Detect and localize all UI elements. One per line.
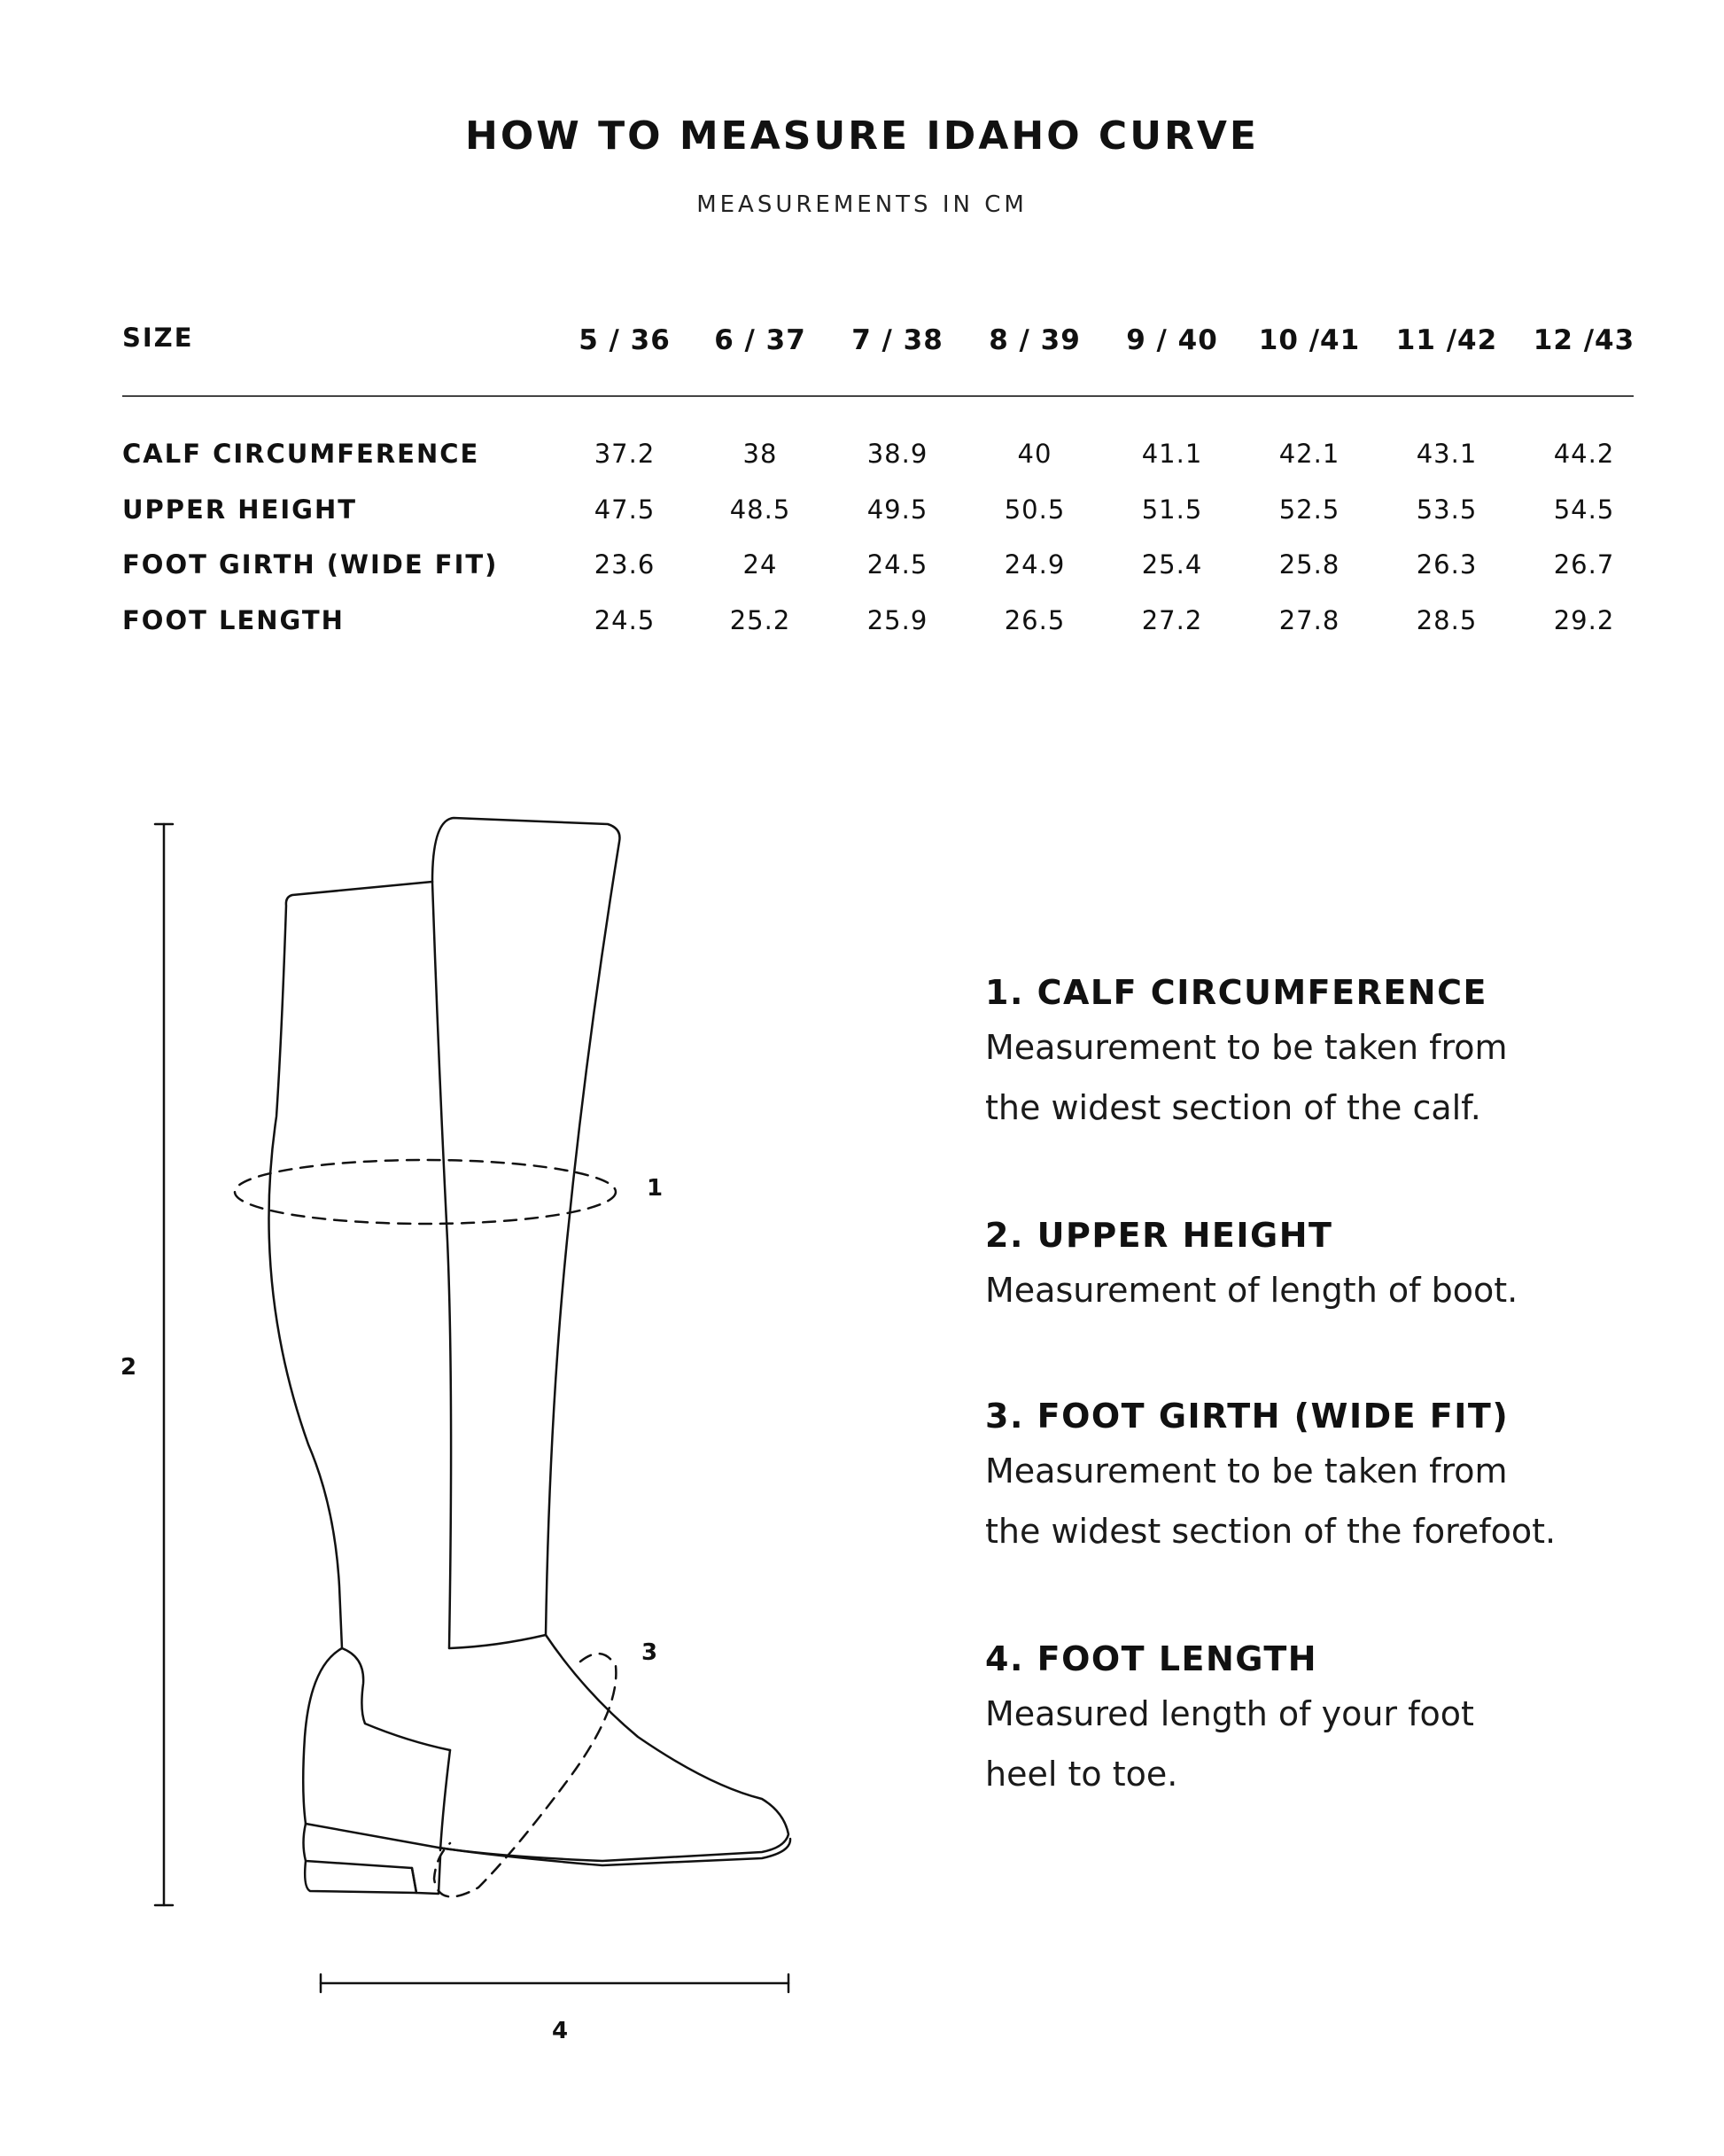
row-label: UPPER HEIGHT <box>122 494 358 525</box>
table-cell: 53.5 <box>1416 494 1478 525</box>
instruction-text: the widest section of the calf. <box>985 1088 1481 1127</box>
length-marker-label: 4 <box>552 2018 569 2044</box>
boot-side-seam <box>440 1750 450 1850</box>
boot-heel-counter <box>303 1648 342 1824</box>
boot-front-panel <box>432 818 619 1635</box>
instruction-calf <box>985 968 1676 1138</box>
size-column-header: 12 /43 <box>1533 324 1635 356</box>
table-cell: 48.5 <box>729 494 791 525</box>
table-cell: 23.6 <box>594 549 656 580</box>
girth-marker-label: 3 <box>641 1639 658 1666</box>
size-header-label: SIZE <box>122 323 194 353</box>
instruction-girth <box>985 1391 1676 1561</box>
table-cell: 27.2 <box>1141 604 1203 635</box>
table-cell: 51.5 <box>1141 494 1203 525</box>
table-cell: 47.5 <box>594 494 656 525</box>
calf-measure-ellipse <box>235 1160 616 1224</box>
size-column-header: 6 / 37 <box>714 324 806 356</box>
table-cell: 25.8 <box>1278 549 1340 580</box>
boot-vamp <box>439 1635 788 1861</box>
table-cell: 49.5 <box>866 494 928 525</box>
instruction-heading: 2. UPPER HEIGHT <box>985 1216 1333 1255</box>
table-cell: 37.2 <box>594 439 656 469</box>
table-cell: 26.5 <box>1004 604 1066 635</box>
table-cell: 25.9 <box>866 604 928 635</box>
size-column-header: 10 /41 <box>1258 324 1361 356</box>
size-column-header: 5 / 36 <box>579 324 671 356</box>
row-label: FOOT GIRTH (WIDE FIT) <box>122 549 499 580</box>
size-column-header: 7 / 38 <box>851 324 944 356</box>
table-cell: 54.5 <box>1553 494 1615 525</box>
row-label: CALF CIRCUMFERENCE <box>122 439 480 469</box>
table-cell: 26.3 <box>1416 549 1478 580</box>
table-cell: 44.2 <box>1553 439 1615 469</box>
table-cell: 24.9 <box>1004 549 1066 580</box>
instruction-text: Measurement to be taken from <box>985 1452 1508 1491</box>
table-cell: 42.1 <box>1278 439 1340 469</box>
table-cell: 25.4 <box>1141 549 1203 580</box>
table-cell: 43.1 <box>1416 439 1478 469</box>
instruction-text: Measured length of your foot <box>985 1694 1474 1733</box>
table-cell: 28.5 <box>1416 604 1478 635</box>
boot-heel-inner <box>342 1648 450 1750</box>
size-column-header: 9 / 40 <box>1126 324 1218 356</box>
height-measure-line <box>155 824 173 1905</box>
height-marker-label: 2 <box>120 1354 137 1381</box>
boot-heel-block <box>412 1856 440 1894</box>
table-cell: 50.5 <box>1004 494 1066 525</box>
instruction-text: Measurement of length of boot. <box>985 1271 1518 1310</box>
size-column-header: 11 /42 <box>1395 324 1498 356</box>
size-column-header: 8 / 39 <box>989 324 1081 356</box>
table-cell: 40 <box>1017 439 1052 469</box>
table-cell: 38 <box>742 439 778 469</box>
table-cell: 26.7 <box>1553 549 1615 580</box>
table-cell: 29.2 <box>1553 604 1615 635</box>
instruction-length <box>985 1634 1676 1804</box>
page-title: HOW TO MEASURE IDAHO CURVE <box>465 113 1259 159</box>
table-cell: 24.5 <box>866 549 928 580</box>
instruction-heading: 3. FOOT GIRTH (WIDE FIT) <box>985 1397 1510 1436</box>
table-cell: 25.2 <box>729 604 791 635</box>
table-cell: 24 <box>742 549 778 580</box>
boot-back-panel <box>268 882 432 1648</box>
length-measure-line <box>321 1974 788 1992</box>
table-cell: 24.5 <box>594 604 656 635</box>
instruction-text: Measurement to be taken from <box>985 1028 1508 1067</box>
instruction-height <box>985 1210 1676 1320</box>
row-label: FOOT LENGTH <box>122 604 345 635</box>
table-cell: 27.8 <box>1278 604 1340 635</box>
instruction-heading: 1. CALF CIRCUMFERENCE <box>985 973 1487 1012</box>
instruction-text: heel to toe. <box>985 1755 1178 1794</box>
page-subtitle: MEASUREMENTS IN CM <box>696 191 1028 218</box>
table-cell: 38.9 <box>866 439 928 469</box>
instruction-heading: 4. FOOT LENGTH <box>985 1639 1318 1678</box>
instruction-text: the widest section of the forefoot. <box>985 1512 1557 1551</box>
table-cell: 41.1 <box>1141 439 1203 469</box>
calf-marker-label: 1 <box>647 1175 664 1202</box>
table-cell: 52.5 <box>1278 494 1340 525</box>
boot-center-seam <box>432 882 451 1648</box>
